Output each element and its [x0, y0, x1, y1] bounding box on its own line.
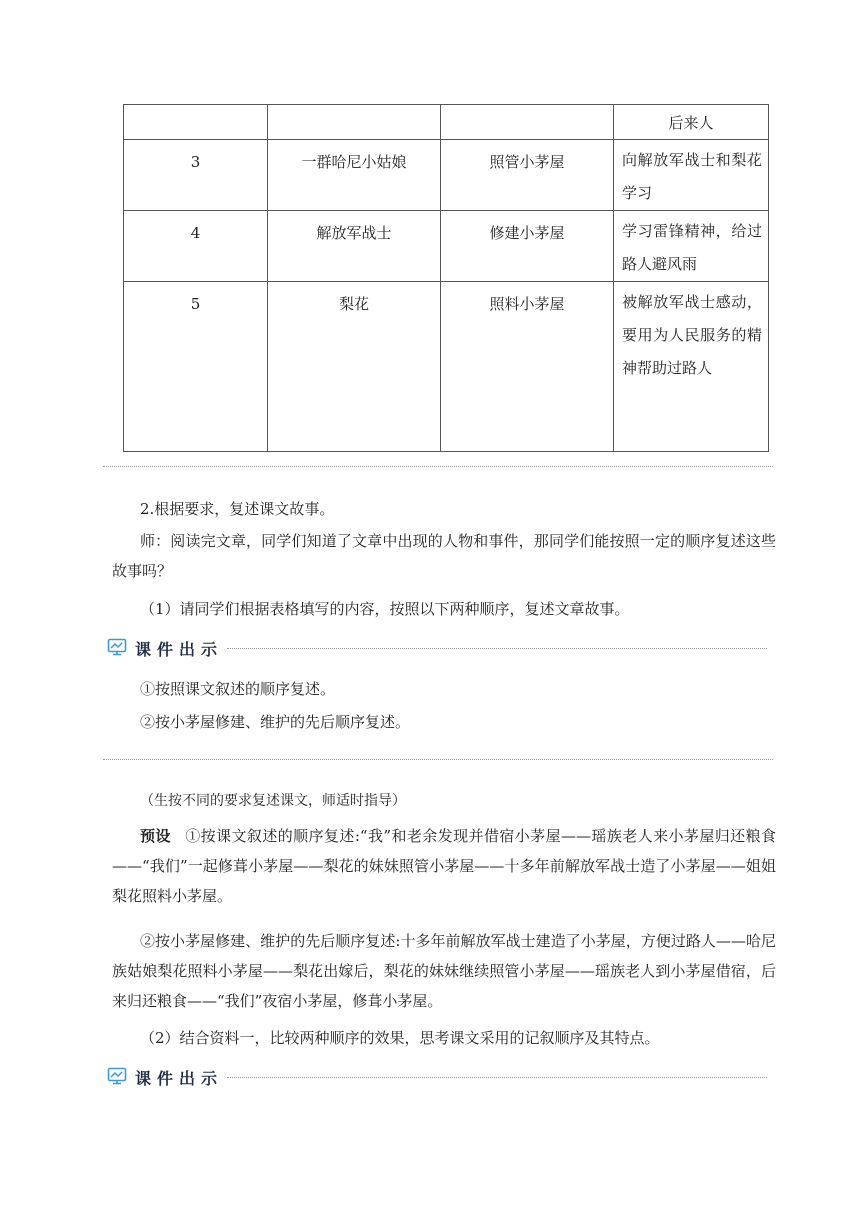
- dotted-divider: [103, 759, 773, 760]
- student-note: （生按不同的要求复述课文，师适时指导）: [140, 793, 406, 809]
- table-row: [124, 105, 769, 140]
- cell-spirit: 后来人: [614, 105, 769, 140]
- table-row: [124, 140, 769, 211]
- cell-num: [124, 105, 268, 140]
- cell-num: 5: [124, 282, 268, 452]
- task-2: （2）结合资料一，比较两种顺序的效果，思考课文采用的记叙顺序及其特点。: [140, 1029, 660, 1047]
- dotted-divider: [103, 466, 773, 467]
- cell-action: 照料小茅屋: [441, 282, 614, 452]
- section-2-title: 2.根据要求，复述课文故事。: [140, 500, 335, 518]
- preset-1: [112, 821, 776, 911]
- cell-action: 修建小茅屋: [441, 211, 614, 282]
- teacher-paragraph: 师：阅读完文章，同学们知道了文章中出现的人物和事件，那同学们能按照一定的顺序复述这些故事吗？: [112, 532, 776, 580]
- cell-num: 4: [124, 211, 268, 282]
- list-item: ①按照课文叙述的顺序复述。: [140, 680, 336, 698]
- dotted-rule: [227, 1077, 767, 1078]
- cell-spirit: 向解放军战士和梨花学习: [614, 140, 769, 211]
- kejian-label: 课件出示: [135, 640, 224, 659]
- lesson-table: [123, 104, 769, 452]
- kejian-header: [107, 1066, 767, 1089]
- cell-num: 3: [124, 140, 268, 211]
- preset-label: 预设: [140, 827, 171, 845]
- cell-spirit: 学习雷锋精神，给过路人避风雨: [614, 211, 769, 282]
- presentation-icon: [107, 1067, 127, 1089]
- cell-person: 解放军战士: [268, 211, 441, 282]
- table-row: [124, 282, 769, 452]
- dotted-rule: [227, 648, 767, 649]
- cell-action: 照管小茅屋: [441, 140, 614, 211]
- preset-1-text: ①按课文叙述的顺序复述:“我”和老余发现并借宿小茅屋——瑶族老人来小茅屋归还粮食——“我们”一起修葺小茅屋——梨花的妹妹照管小茅屋——十多年前解放军战士造了小茅屋——姐姐梨花照料小茅屋。: [112, 827, 776, 905]
- presentation-icon: [107, 638, 127, 660]
- task-1: （1）请同学们根据表格填写的内容，按照以下两种顺序，复述文章故事。: [140, 600, 630, 618]
- cell-action: [441, 105, 614, 140]
- table-row: [124, 211, 769, 282]
- preset-2: ②按小茅屋修建、维护的先后顺序复述:十多年前解放军战士建造了小茅屋，方便过路人——哈尼族姑娘梨花照料小茅屋——梨花出嫁后，梨花的妹妹继续照管小茅屋——瑶族老人到小茅屋借宿，后来归还粮食——“我们”夜宿小茅屋，修葺小茅屋。: [112, 932, 776, 1010]
- cell-person: 一群哈尼小姑娘: [268, 140, 441, 211]
- kejian-label: 课件出示: [135, 1069, 224, 1088]
- cell-person: [268, 105, 441, 140]
- cell-spirit: 被解放军战士感动，要用为人民服务的精神帮助过路人: [614, 282, 769, 452]
- list-item: ②按小茅屋修建、维护的先后顺序复述。: [140, 713, 411, 731]
- kejian-header: [107, 637, 767, 660]
- cell-person: 梨花: [268, 282, 441, 452]
